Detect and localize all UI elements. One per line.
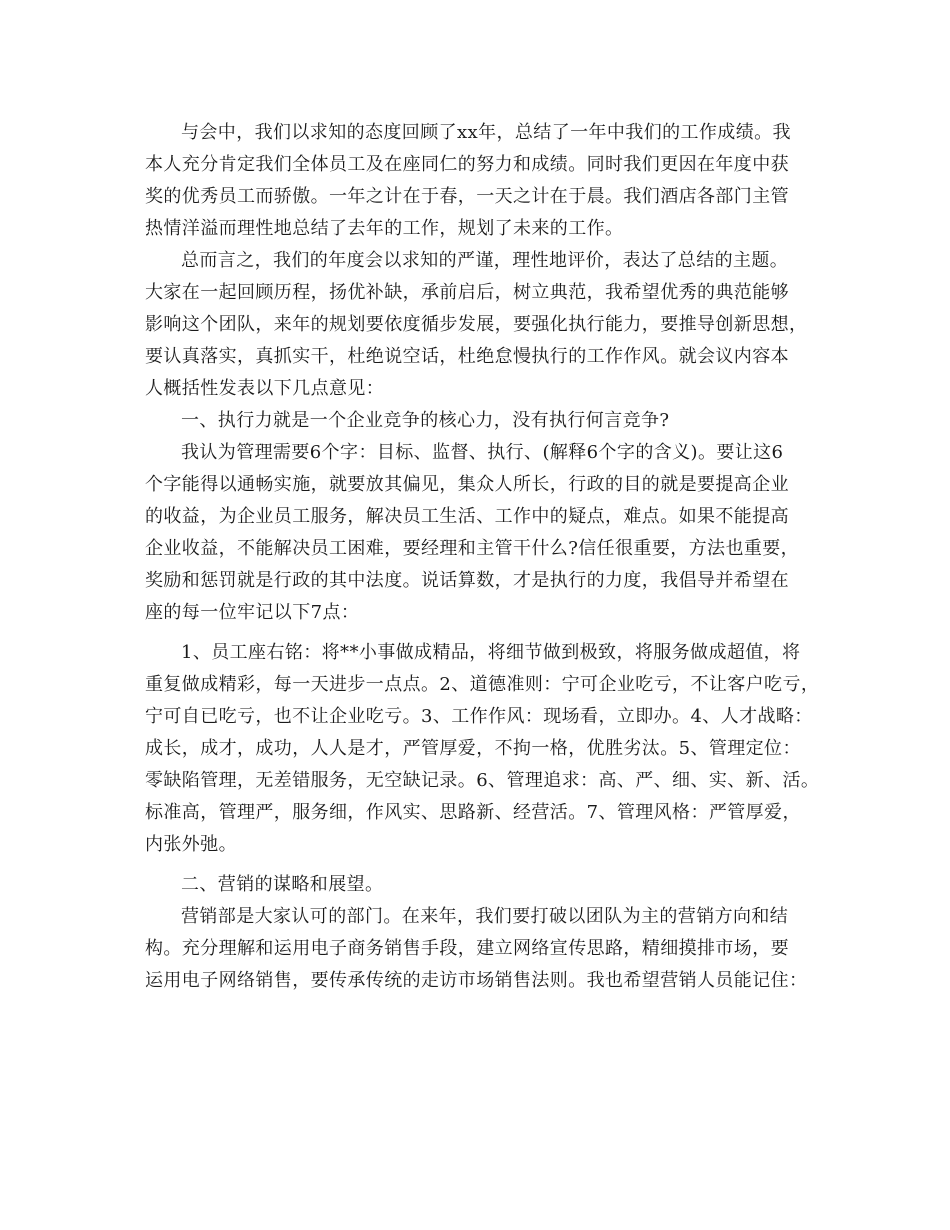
paragraph-line: 本人充分肯定我们全体员工及在座同仁的努力和成绩。同时我们更因在年度中获	[145, 154, 789, 175]
paragraph-line: 1、员工座右铭：将**小事做成精品，将细节做到极致，将服务做成超值，将	[181, 642, 801, 663]
paragraph-line: 企业收益，不能解决员工困难，要经理和主管干什么?信任很重要，方法也重要，	[145, 538, 800, 559]
paragraph-line: 运用电子网络销售，要传承传统的走访市场销售法则。我也希望营销人员能记住：	[145, 970, 808, 991]
paragraph-line: 的收益，为企业员工服务，解决员工生活、工作中的疑点，难点。如果不能提高	[145, 506, 789, 527]
paragraph-line: 座的每一位牢记以下7点：	[145, 602, 360, 623]
paragraph-line: 成长，成才，成功，人人是才，严管厚爱，不拘一格，优胜劣汰。5、管理定位：	[145, 738, 801, 759]
paragraph-line: 内张外弛。	[145, 834, 237, 855]
paragraph-line: 个字能得以通畅实施，就要放其偏见，集众人所长，行政的目的就是要提高企业	[145, 474, 789, 495]
paragraph-line: 标准高，管理严，服务细，作风实、思路新、经营活。7、管理风格：严管厚爱，	[145, 802, 801, 823]
paragraph-line: 重复做成精彩，每一天进步一点点。2、道德准则：宁可企业吃亏，不让客户吃亏，	[145, 674, 820, 695]
paragraph-line: 构。充分理解和运用电子商务销售手段，建立网络宣传思路，精细摸排市场，要	[145, 938, 789, 959]
paragraph-line: 我认为管理需要6个字：目标、监督、执行、(解释6个字的含义)。要让这6	[181, 442, 784, 463]
paragraph-line: 影响这个团队，来年的规划要依度循步发展，要强化执行能力，要推导创新思想，	[145, 314, 808, 335]
paragraph-line: 总而言之，我们的年度会以求知的严谨，理性地评价，表达了总结的主题。	[181, 250, 789, 271]
paragraph-line: 要认真落实，真抓实干，杜绝说空话，杜绝怠慢执行的工作作风。就会议内容本	[145, 346, 789, 367]
section-heading: 二、营销的谋略和展望。	[181, 874, 384, 895]
paragraph-line: 与会中，我们以求知的态度回顾了xx年，总结了一年中我们的工作成绩。我	[181, 122, 791, 143]
paragraph-line: 营销部是大家认可的部门。在来年，我们要打破以团队为主的营销方向和结	[181, 906, 789, 927]
paragraph-line: 热情洋溢而理性地总结了去年的工作，规划了未来的工作。	[145, 218, 624, 239]
section-heading: 一、执行力就是一个企业竞争的核心力，没有执行何言竞争?	[181, 410, 670, 431]
paragraph-line: 大家在一起回顾历程，扬优补缺，承前启后，树立典范，我希望优秀的典范能够	[145, 282, 789, 303]
document-body	[145, 117, 825, 997]
paragraph-line: 奖的优秀员工而骄傲。一年之计在于春，一天之计在于晨。我们酒店各部门主管	[145, 186, 789, 207]
paragraph-line: 宁可自已吃亏，也不让企业吃亏。3、工作作风：现场看，立即办。4、人才战略：	[145, 706, 813, 727]
paragraph-line: 人概括性发表以下几点意见：	[145, 378, 385, 399]
paragraph-line: 零缺陷管理，无差错服务，无空缺记录。6、管理追求：高、严、细、实、新、活。	[145, 770, 820, 791]
paragraph-line: 奖励和惩罚就是行政的其中法度。说话算数，才是执行的力度，我倡导并希望在	[145, 570, 789, 591]
